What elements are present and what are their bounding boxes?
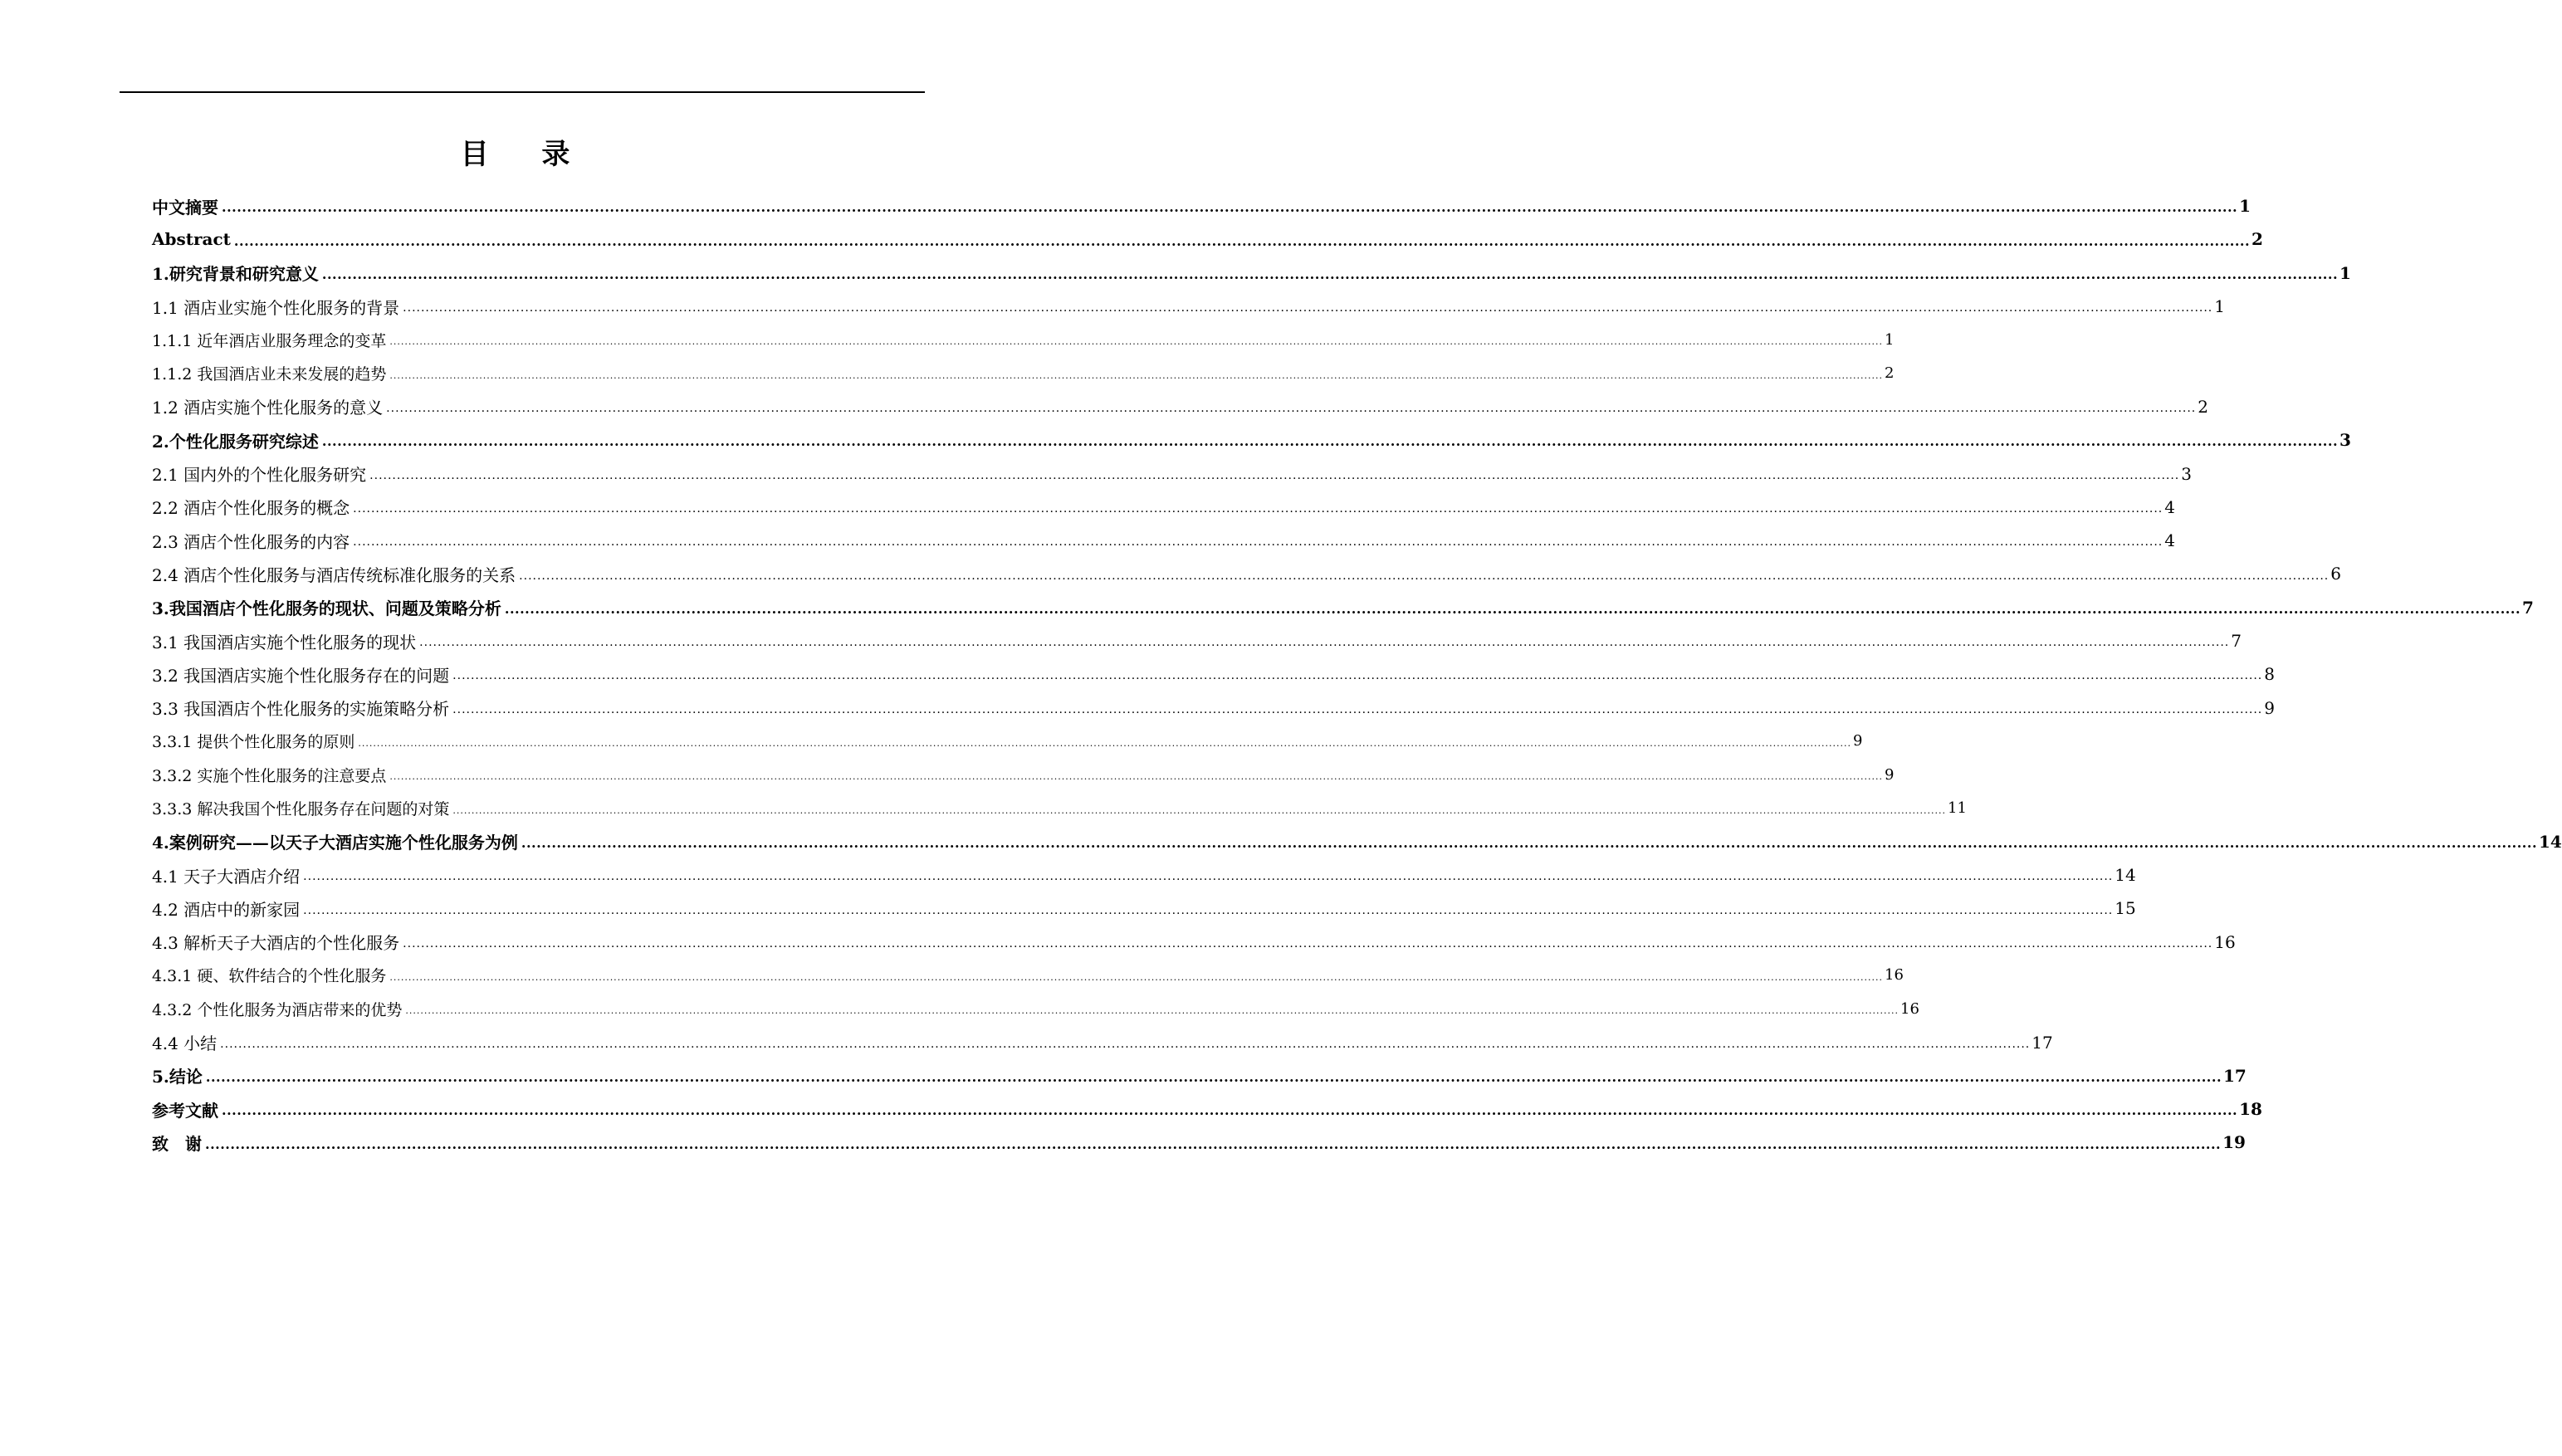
toc-entry-label: Abstract [152, 229, 231, 250]
toc-entry-label: 3.1 我国酒店实施个性化服务的现状 [152, 632, 417, 652]
toc-entry-label: 4.3 解析天子大酒店的个性化服务 [152, 933, 400, 954]
toc-entry-page-number: 7 [2522, 597, 2534, 618]
toc-entry-label: 2.个性化服务研究综述 [152, 431, 319, 452]
toc-entry-label: 1.1.1 近年酒店业服务理念的变革 [152, 331, 387, 350]
toc-entry-page-number: 16 [1900, 999, 1919, 1018]
toc-leader-dots: ................................................................................................................................................................................................................................................................................................................................................................................................................ [521, 834, 2538, 851]
toc-entry-page-number: 2 [2252, 229, 2263, 250]
toc-leader-dots: ................................................................................................................................................................................................................................................................................................................................................................................................................ [220, 1037, 2031, 1051]
toc-entry-page-number: 1 [1885, 330, 1895, 349]
toc-leader-dots: ................................................................................................................................................................................................................................................................................................................................................................................................................ [205, 1069, 2222, 1086]
toc-entry[interactable] [152, 691, 2275, 724]
toc-leader-dots: ................................................................................................................................................................................................................................................................................................................................................................................................................ [403, 936, 2213, 950]
toc-leader-dots: ................................................................................................................................................................................................................................................................................................................................................................................................................ [303, 870, 2114, 884]
toc-entry-label: 4.4 小结 [152, 1033, 218, 1054]
toc-entry[interactable] [152, 1025, 2053, 1058]
toc-entry-page-number: 9 [1885, 765, 1895, 784]
toc-entry-label: 1.2 酒店实施个性化服务的意义 [152, 398, 384, 418]
toc-leader-dots: ................................................................................................................................................................................................................................................................................................................................................................................................................ [403, 301, 2213, 315]
toc-entry[interactable] [152, 323, 1895, 356]
toc-entry[interactable] [152, 758, 1895, 791]
toc-entry-label: 致 谢 [152, 1133, 202, 1154]
toc-entry-page-number: 6 [2330, 564, 2341, 584]
toc-entry-label: 1.1 酒店业实施个性化服务的背景 [152, 297, 400, 318]
toc-entry[interactable] [152, 222, 2263, 256]
toc-entry-page-number: 7 [2231, 631, 2242, 651]
toc-entry-page-number: 9 [1853, 732, 1863, 750]
toc-leader-dots: ................................................................................................................................................................................................................................................................................................................................................................................................................ [389, 369, 1884, 381]
toc-entry-page-number: 8 [2264, 664, 2275, 685]
toc-entry-label: 1.研究背景和研究意义 [152, 264, 319, 285]
toc-entry-label: 2.2 酒店个性化服务的概念 [152, 498, 350, 519]
toc-leader-dots: ................................................................................................................................................................................................................................................................................................................................................................................................................ [205, 1136, 2222, 1152]
toc-entry[interactable] [152, 257, 2351, 290]
toc-entry-label: 4.3.1 硬、软件结合的个性化服务 [152, 967, 387, 986]
toc-leader-dots: ................................................................................................................................................................................................................................................................................................................................................................................................................ [389, 771, 1884, 783]
toc-leader-dots: ................................................................................................................................................................................................................................................................................................................................................................................................................ [369, 468, 2180, 482]
toc-entry-page-number: 11 [1948, 799, 1967, 817]
toc-entry-page-number: 4 [2164, 530, 2175, 551]
page-title: 目 录 [460, 138, 592, 171]
toc-leader-dots: ................................................................................................................................................................................................................................................................................................................................................................................................................ [452, 669, 2263, 683]
toc-leader-dots: ................................................................................................................................................................................................................................................................................................................................................................................................................ [303, 903, 2114, 917]
toc-entry-label: 3.我国酒店个性化服务的现状、问题及策略分析 [152, 599, 501, 619]
toc-entry-page-number: 16 [1885, 966, 1904, 985]
toc-entry-label: 5.结论 [152, 1067, 203, 1087]
toc-leader-dots: ................................................................................................................................................................................................................................................................................................................................................................................................................ [452, 702, 2263, 716]
toc-entry-page-number: 3 [2340, 430, 2351, 451]
toc-entry-page-number: 4 [2164, 496, 2175, 517]
toc-entry-label: 参考文献 [152, 1100, 218, 1121]
toc-entry-label: 2.1 国内外的个性化服务研究 [152, 465, 367, 486]
toc-leader-dots: ................................................................................................................................................................................................................................................................................................................................................................................................................ [419, 636, 2230, 650]
toc-entry-label: 中文摘要 [152, 197, 218, 217]
toc-entry[interactable] [152, 992, 1919, 1025]
toc-entry-page-number: 9 [2264, 697, 2275, 718]
toc-leader-dots: ................................................................................................................................................................................................................................................................................................................................................................................................................ [353, 501, 2164, 515]
toc-entry[interactable] [152, 825, 2562, 858]
toc-entry-label: 3.3.3 解决我国个性化服务存在问题的对策 [152, 799, 450, 818]
toc-leader-dots: ................................................................................................................................................................................................................................................................................................................................................................................................................ [519, 569, 2330, 583]
toc-entry-page-number: 16 [2214, 931, 2236, 952]
toc-entry[interactable] [152, 1059, 2247, 1092]
toc-entry-label: 4.2 酒店中的新家园 [152, 899, 301, 920]
toc-entry-label: 3.3.1 提供个性化服务的原则 [152, 733, 355, 752]
toc-entry[interactable] [152, 1092, 2262, 1126]
header-rule [120, 91, 925, 93]
toc-entry-label: 3.3.2 实施个性化服务的注意要点 [152, 766, 387, 785]
toc-entry[interactable] [152, 457, 2192, 490]
toc-entry-label: 4.1 天子大酒店介绍 [152, 866, 301, 887]
table-of-contents [152, 189, 2562, 1160]
toc-entry-label: 3.2 我国酒店实施个性化服务存在的问题 [152, 665, 450, 686]
toc-leader-dots: ................................................................................................................................................................................................................................................................................................................................................................................................................ [222, 199, 2238, 216]
toc-entry[interactable] [152, 624, 2242, 657]
toc-entry[interactable] [152, 959, 1904, 992]
toc-leader-dots: ................................................................................................................................................................................................................................................................................................................................................................................................................ [321, 266, 2339, 282]
toc-entry-label: 4.案例研究——以天子大酒店实施个性化服务为例 [152, 833, 518, 853]
toc-leader-dots: ................................................................................................................................................................................................................................................................................................................................................................................................................ [358, 738, 1852, 750]
toc-entry[interactable] [152, 1126, 2246, 1159]
toc-entry-label: 3.3 我国酒店个性化服务的实施策略分析 [152, 699, 450, 720]
toc-entry-page-number: 3 [2181, 463, 2192, 484]
toc-entry-page-number: 17 [2223, 1065, 2247, 1086]
toc-entry-label: 2.3 酒店个性化服务的内容 [152, 531, 350, 552]
toc-leader-dots: ................................................................................................................................................................................................................................................................................................................................................................................................................ [353, 535, 2164, 550]
toc-entry[interactable] [152, 290, 2225, 323]
toc-entry[interactable] [152, 491, 2175, 524]
toc-leader-dots: ................................................................................................................................................................................................................................................................................................................................................................................................................ [222, 1102, 2238, 1119]
toc-entry-page-number: 2 [2198, 396, 2208, 417]
toc-leader-dots: ................................................................................................................................................................................................................................................................................................................................................................................................................ [386, 402, 2197, 416]
toc-entry[interactable] [152, 557, 2341, 590]
toc-entry[interactable] [152, 524, 2175, 557]
toc-leader-dots: ................................................................................................................................................................................................................................................................................................................................................................................................................ [389, 972, 1884, 984]
toc-entry[interactable] [152, 591, 2534, 624]
toc-leader-dots: ................................................................................................................................................................................................................................................................................................................................................................................................................ [405, 1005, 1899, 1017]
toc-leader-dots: ................................................................................................................................................................................................................................................................................................................................................................................................................ [321, 433, 2339, 450]
toc-entry[interactable] [152, 657, 2275, 691]
toc-entry-page-number: 2 [1885, 364, 1895, 383]
toc-leader-dots: ................................................................................................................................................................................................................................................................................................................................................................................................................ [389, 336, 1884, 348]
toc-entry[interactable] [152, 892, 2136, 925]
toc-entry-label: 4.3.2 个性化服务为酒店带来的优势 [152, 1000, 403, 1019]
toc-entry-page-number: 1 [2340, 262, 2351, 283]
toc-entry-page-number: 19 [2222, 1132, 2246, 1153]
toc-entry[interactable] [152, 423, 2351, 457]
toc-entry[interactable] [152, 390, 2208, 423]
toc-leader-dots: ................................................................................................................................................................................................................................................................................................................................................................................................................ [452, 804, 1947, 816]
toc-entry[interactable] [152, 926, 2236, 959]
toc-leader-dots: ................................................................................................................................................................................................................................................................................................................................................................................................................ [504, 600, 2521, 617]
toc-entry-page-number: 1 [2214, 296, 2225, 317]
toc-entry[interactable] [152, 791, 1967, 824]
toc-entry-page-number: 1 [2239, 196, 2252, 217]
toc-entry[interactable] [152, 858, 2136, 892]
toc-entry[interactable] [152, 356, 1895, 389]
toc-entry-page-number: 14 [2539, 831, 2562, 852]
toc-entry-page-number: 14 [2115, 865, 2136, 886]
toc-leader-dots: ................................................................................................................................................................................................................................................................................................................................................................................................................ [233, 232, 2251, 249]
toc-entry-label: 2.4 酒店个性化服务与酒店传统标准化服务的关系 [152, 564, 516, 585]
toc-entry-page-number: 18 [2239, 1099, 2262, 1120]
toc-entry-page-number: 17 [2032, 1032, 2053, 1053]
toc-entry[interactable] [152, 189, 2252, 222]
toc-entry-label: 1.1.2 我国酒店业未来发展的趋势 [152, 365, 387, 384]
toc-entry-page-number: 15 [2115, 898, 2136, 919]
toc-entry[interactable] [152, 725, 1863, 758]
